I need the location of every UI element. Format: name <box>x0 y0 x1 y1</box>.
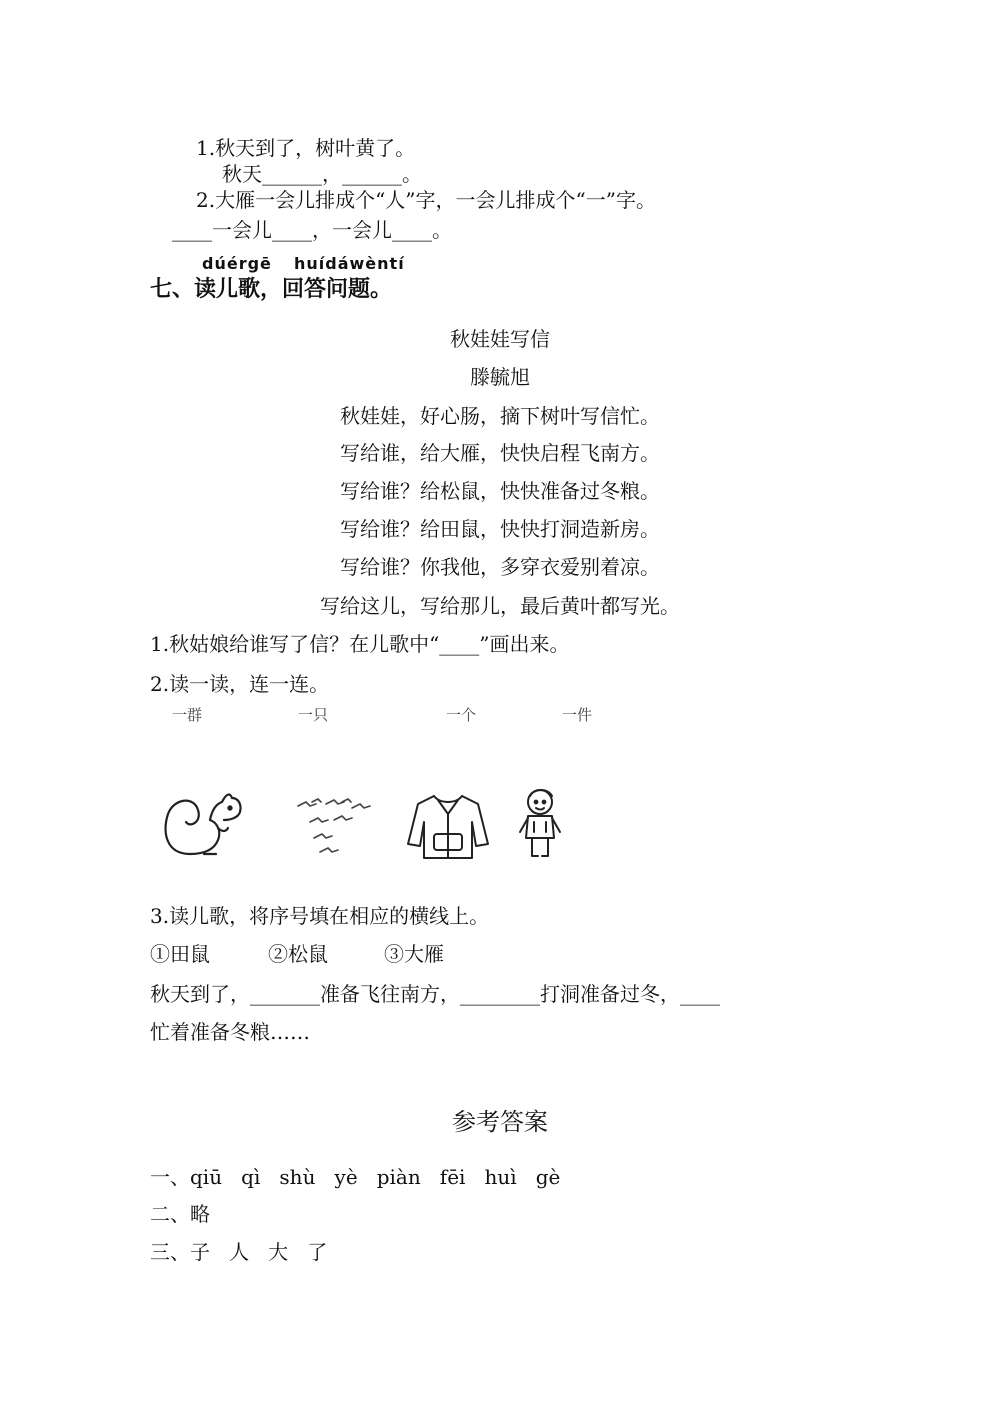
answer-1: 一、qiū qì shù yè piàn fēi huì gè <box>150 1165 561 1189</box>
answer-3: 三、子 人 大 了 <box>150 1240 328 1264</box>
jacket-icon <box>404 792 492 862</box>
measure-word: 一只 <box>298 706 329 724</box>
poem-line: 写给谁？你我他，多穿衣爱别着凉。 <box>340 555 660 579</box>
measure-word: 一个 <box>446 706 477 724</box>
answers-title: 参考答案 <box>452 1108 548 1136</box>
poem-author: 滕毓旭 <box>470 365 530 389</box>
section-heading: 七、读儿歌，回答问题。 <box>150 277 393 302</box>
question-3: 3.读儿歌，将序号填在相应的横线上。 <box>150 904 490 928</box>
answer-2: 二、略 <box>150 1202 210 1226</box>
poem-line: 写给这儿，写给那儿，最后黄叶都写光。 <box>320 594 680 618</box>
geese-icon <box>290 796 380 858</box>
poem-title: 秋娃娃写信 <box>450 327 550 351</box>
exercise-fill-2: ____一会儿____，一会儿____。 <box>172 218 452 242</box>
poem-line: 写给谁？给田鼠，快快打洞造新房。 <box>340 517 660 541</box>
question-2: 2.读一读，连一连。 <box>150 672 330 696</box>
fill-line-2: 忙着准备冬粮…… <box>150 1020 310 1044</box>
fill-line-1: 秋天到了，_______准备飞往南方，________打洞准备过冬，____ <box>150 982 720 1006</box>
exercise-sentence-2: 2.大雁一会儿排成个“人”字，一会儿排成个“一”字。 <box>196 188 656 212</box>
squirrel-icon <box>160 788 246 860</box>
heading-pinyin-right: huídáwèntí <box>294 254 405 273</box>
measure-word: 一群 <box>172 706 203 724</box>
exercise-fill-1: 秋天______，______。 <box>222 162 422 186</box>
option-2: ②松鼠 <box>268 942 328 966</box>
question-1: 1.秋姑娘给谁写了信？在儿歌中“____”画出来。 <box>150 632 570 656</box>
poem-line: 写给谁，给大雁，快快启程飞南方。 <box>340 441 660 465</box>
option-1: ①田鼠 <box>150 942 210 966</box>
exercise-sentence-1: 1.秋天到了，树叶黄了。 <box>196 136 416 160</box>
measure-word: 一件 <box>562 706 593 724</box>
poem-line: 秋娃娃，好心肠，摘下树叶写信忙。 <box>340 404 660 428</box>
option-3: ③大雁 <box>384 942 444 966</box>
poem-line: 写给谁？给松鼠，快快准备过冬粮。 <box>340 479 660 503</box>
child-icon <box>516 786 566 862</box>
heading-pinyin-left: dúérgē <box>202 254 272 273</box>
